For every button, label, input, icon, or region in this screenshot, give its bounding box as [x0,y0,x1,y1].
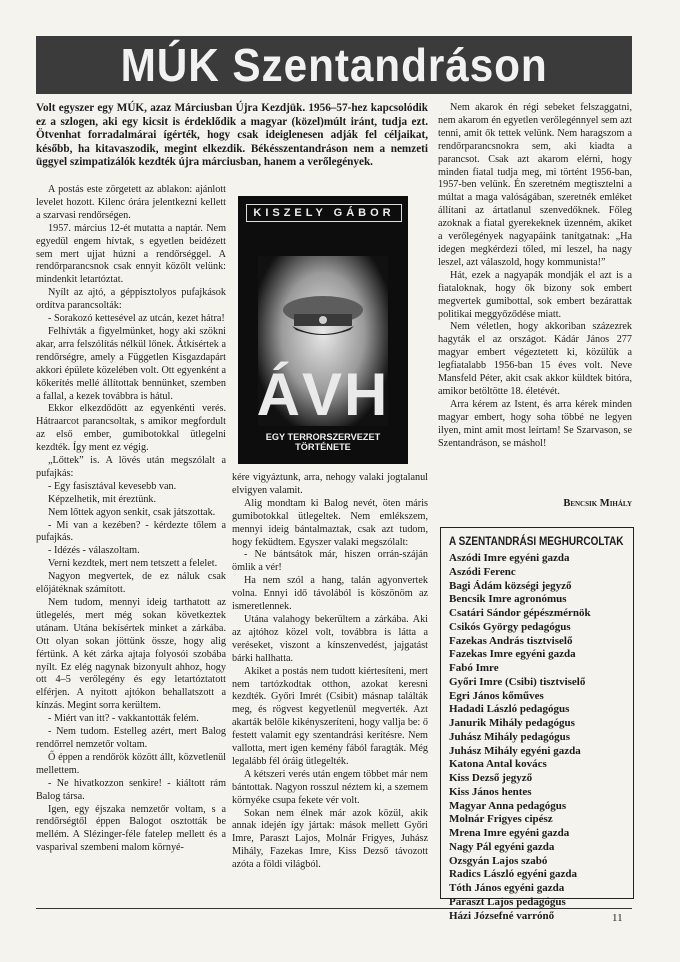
officer-cap-icon [280,290,366,340]
paragraph: Verni kezdtek, mert nem tetszett a felelet. [48,558,218,570]
paragraph: - Mi van a kezében? - kérdezte tőlem a pufajkás. [36,519,226,544]
paragraph: „Lőttek” is. A lövés után megszólalt a pufajkás: [36,455,226,479]
list-item: Aszódi Ferenc [449,565,516,578]
list-item: Katona Antal kovács [449,758,547,771]
list-item: Aszódi Imre egyéni gazda [449,552,570,564]
paragraph: Nem véletlen, hogy akkoriban százezrek hagyták el az országot. Kádár János 277 magyar embert végeztetett ki, közülük a legfiatalabb 1956-ban 15 éves volt. Neve Mansfeld Péter, akit csak akkor küldtek bitóra, amikor betöltötte 18. életévét. [438,321,632,397]
paragraph: Hát, ezek a nagyapák mondják el azt is a fiataloknak, hogy ők bizony sok embert megvertek gumibottal, sok embert bezárattak politikai meggyőződése miatt. [438,269,632,320]
book-title: ÁVH [256,361,390,428]
paragraph: - Nem tudom. Estelleg azért, mert Balog rendőrrel nemzetőr voltam. [36,726,226,750]
list-item: Hadadi László pedagógus [449,703,570,716]
list-item: Nagy Pál egyéni gazda [449,840,555,853]
paragraph: - Idézés - válaszoltam. [48,545,140,557]
paragraph: A postás este zörgetett az ablakon: ajánlott levelet hozott. Kilenc órára jelentkezni kellett a szarvasi rendőrségen. [36,184,226,221]
author-byline: Bencsik Mihály [563,498,632,509]
paragraph: Felhívták a figyelmünket, hogy aki szökni akar, arra felszólítás nélkül lőnek. Átkísértek a rendőrségre, amely a Független Kisgazdapárt akkori épülete közelében volt. Ott egyenként a kőkerítés mellé állítottak bennünket, szemben a fallal, a kezek továbbra is hátul. [36,325,226,402]
headline-banner [36,36,632,94]
book-subtitle: EGY TERRORSZERVEZET TÖRTÉNETE [265,432,381,452]
lead-paragraph: Volt egyszer egy MÚK, azaz Márciusban Újra Kezdjük. 1956–57-hez kapcsolódik ez a szlogen, aki egy kicsit is érdeklődik a magyar (közel)múlt iránt, tudja ezt. Ötvenhat forradalmárai ígérték, hogy csak ideiglenesen adják fel céljaikat, később, ha kitavaszodik, megint elkezdik. Békésszentandráson nem a nemzeti üggyel szimpatizálók kezdték újra márciusban, hanem a verőlegények. [36,102,428,169]
page-number: 11 [612,912,623,924]
paragraph: Alig mondtam ki Balog nevét, öten máris gumibotokkal ütlegeltek. Nem emlékszem, mennyi ideig bántalmaztak, csak azt tudom, hogy feküdtem. Egyszer valaki megszólalt: [232,497,428,548]
article-column-3 [438,102,632,492]
paragraph: Ekkor elkezdődött az egyenkénti verés. Hátraarcot parancsoltak, s amikor megfordult az első ember, gumibotokkal ütlegelni kezdték. Így ment ez végig. [36,403,226,454]
paragraph: Nyílt az ajtó, a géppisztolyos pufajkások ordítva parancsolták: [36,287,226,312]
list-item: Fazekas Imre egyéni gazda [449,648,576,661]
paragraph: - Sorakozó kettesével az utcán, kezet hátra! [48,313,225,325]
paragraph: Sokan nem élnek már azok közül, akik annak idején így jártak: mások mellett Győri Imre, Paraszt Lajos, Molnár Frigyes, Juhász Mihály, Fazekas Imre, Kiss Dezső távozott azóta a földi világból. [232,807,428,871]
list-item: Radics László egyéni gazda [449,868,578,881]
list-item: Csikós György pedagógus [449,620,571,633]
paragraph: Képzelhetik, mit éreztünk. [48,493,157,505]
list-item: Juhász Mihály egyéni gazda [449,744,581,757]
list-item: Kiss Dezső jegyző [449,772,533,784]
victims-list-title: A SZENTANDRÁSI MEGHURCOLTAK [449,534,624,548]
paragraph: - Ne bántsátok már, hiszen orrán-száján ömlik a vér! [232,549,428,574]
victims-list [441,552,633,923]
article-column-1 [36,184,226,919]
book-cover-image [238,196,408,464]
paragraph: Utána valahogy bekerültem a zárkába. Aki az ajtóhoz közel volt, továbbra is látta a veréseket, viszont a kínszenvedést, jajgatást bárki hallhatta. [232,613,428,664]
book-author: KISZELY GÁBOR [246,204,402,222]
footer-rule [36,908,632,909]
paragraph: - Ne hivatkozzon senkire! - kiáltott rám Balog társa. [36,777,226,802]
list-item: Paraszt Lajos pedagógus [449,895,566,908]
list-item: Bencsik Imre agronómus [449,593,567,606]
list-item: Mrena Imre egyéni gazda [449,827,570,839]
paragraph: Nem lőttek agyon senkit, csak játszottak. [48,506,216,518]
list-item: Győri Imre (Csibi) tisztviselő [449,675,586,688]
paragraph: Nem akarok én régi sebeket felszaggatni, nem akarom én egyetlen verőlegénnyel sem azt tenni, amit ők tettek velünk. Nem haragszom a rendőrparancsnokra sem, aki kiadta a parancsot. Csak azt akarom elérni, hogy minden fiatal tudja meg, mi történt 1956-ban, 1957-ben velünk. Én szeretném megtisztelni a múltat a maga valóságában, szeretnék emléket állítani az ártatlanul szenvedőknek. Főleg azoknak a fiatal gyerekeknek üzenném, akiket a verőlegények nagyapáink tanítgatnak: „Ha idegen megkérdezi tőled, mi leszel, ha nagy leszel, azt válaszold, hogy kommunista!” [438,102,632,268]
paragraph: - Egy fasisztával kevesebb van. [48,480,177,492]
paragraph: kére vigyáztunk, arra, nehogy valaki jogtalanul elvigyen valamit. [232,472,428,496]
list-item: Magyar Anna pedagógus [449,799,567,812]
list-item: Bagi Ádám községi jegyző [449,579,572,592]
list-item: Ozsgyán Lajos szabó [449,854,548,867]
paragraph: Igen, egy éjszaka nemzetőr voltam, s a rendőrségtől éppen Balogot osztották be mellém. A Slézinger-féle fatelep mellett és a vasparival szembeni malom környé- [36,803,226,854]
list-item: Fabó Imre [449,662,499,674]
list-item: Tóth János egyéni gazda [449,882,565,894]
paragraph: Akiket a postás nem tudott kiértesíteni, mert nem tartózkodtak otthon, azokat keresni kezdték. Győri Imrét (Csibit) másnap találták meg, és rögvest kegyetlenül megverték. Azt akarták belőle kikényszeríteni, hogy vallja be: ő festett valamit egy szentandrási kerítésre. Nem vallotta, mert igen kemény fából faragták. Még legalább fél óráig ütlegelték. [232,665,428,767]
list-item: Házi Józsefné varrónő [449,909,555,922]
list-item: Fazekas András tisztviselő [449,634,573,647]
list-item: Juhász Mihály pedagógus [449,730,571,743]
list-item: Janurik Mihály pedagógus [449,717,575,729]
article-column-2 [232,472,428,919]
paragraph: Ha nem szól a hang, talán agyonvertek volna. Ennyi idő távolából is köszönöm az ismeretlennek. [232,575,428,613]
headline: MÚK Szentandráson [120,39,548,91]
paragraph: - Miért van itt? - vakkantották felém. [48,713,199,725]
list-item: Molnár Frigyes cipész [449,813,553,826]
paragraph: Arra kérem az Istent, és arra kérek minden magyar embert, hogy soha többé ne legyen ilyen, mint amit most leírtam! Se Szarvason, se Szentandráson, se máshol! [438,398,632,449]
paragraph: Nem tudom, mennyi ideig tarthatott az ütlegelés, mert még sokan következtek utánam. Utána bekísértek minket a zárkába. Ott olyan sokan jöttünk össze, hogy alig fértünk. A két zárka ajtaja folyosói szobába nyílt. Ez elég nagynak bizonyult ahhoz, hogy ott 4–5 verőlegény és egy letartóztatott elférjen. A nyitott ajtókon behallatszott a kínzás. Megint sorra kerültem. [36,597,226,712]
paragraph: Ő éppen a rendőrök között állt, közvetlenül mellettem. [36,751,226,776]
list-item: Egri János kőműves [449,689,544,702]
paragraph: 1957. március 12-ét mutatta a naptár. Nem egyedül engem hívtak, s egyetlen beidézett sem mert ujjat húzni a rendőrséggel. A rendőrparancsnok csak ennyit közölt velünk: mindenkit letartóztat. [36,222,226,286]
list-item: Csatári Sándor gépészmérnök [449,607,591,619]
paragraph: A kétszeri verés után engem többet már nem bántottak. Nagyon rosszul néztem ki, a szemem környéke csupa fekete vér volt. [232,768,428,806]
list-item: Kiss János hentes [449,785,532,798]
paragraph: Nagyon megvertek, de ez náluk csak előjátéknak számított. [36,571,226,596]
